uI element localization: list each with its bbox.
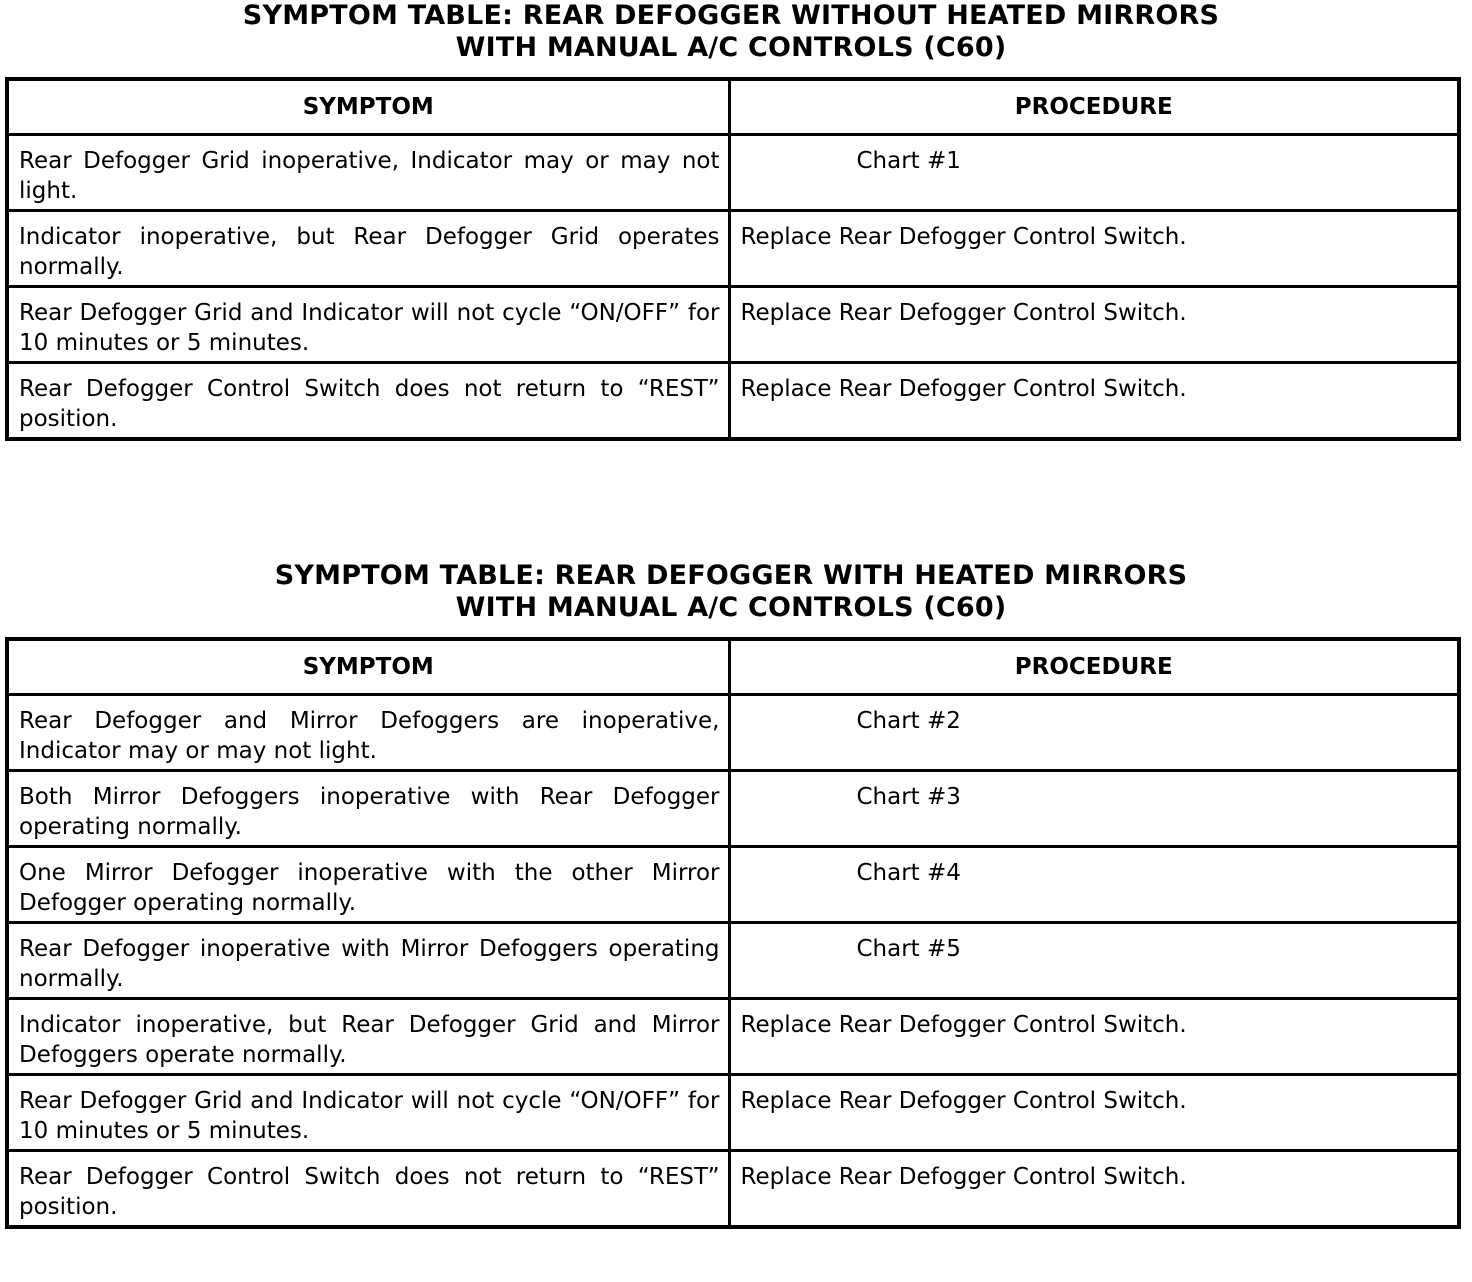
table-row [7,287,1459,363]
procedure-cell: Replace Rear Defogger Control Switch. [729,211,1459,287]
symptom-table [5,77,1461,441]
symptom-cell: Rear Defogger Grid and Indicator will not cycle “ON/OFF” for 10 minutes or 5 minutes. [7,287,729,363]
procedure-cell: Chart #1 [729,135,1459,211]
table-title-line-2: WITH MANUAL A/C CONTROLS (C60) [455,592,1007,623]
procedure-cell: Chart #2 [729,695,1459,771]
table-header-row [7,79,1459,135]
table-header-row [7,639,1459,695]
symptom-cell: Rear Defogger Grid inoperative, Indicator may or may not light. [7,135,729,211]
symptom-cell: Both Mirror Defoggers inoperative with Rear Defogger operating normally. [7,771,729,847]
procedure-column-header: PROCEDURE [729,79,1459,135]
table-row [7,1075,1459,1151]
table-title [5,560,1457,624]
procedure-cell: Replace Rear Defogger Control Switch. [729,363,1459,439]
table-row [7,211,1459,287]
symptom-column-header: SYMPTOM [7,639,729,695]
procedure-cell: Chart #4 [729,847,1459,923]
procedure-cell: Replace Rear Defogger Control Switch. [729,287,1459,363]
table-row [7,1151,1459,1227]
table-title-line-2: WITH MANUAL A/C CONTROLS (C60) [455,32,1007,63]
symptom-column-header: SYMPTOM [7,79,729,135]
symptom-cell: Rear Defogger Control Switch does not return to “REST” position. [7,1151,729,1227]
symptom-table-section-with-mirrors [5,560,1457,1229]
procedure-cell: Chart #3 [729,771,1459,847]
symptom-cell: One Mirror Defogger inoperative with the other Mirror Defogger operating normally. [7,847,729,923]
procedure-column-header: PROCEDURE [729,639,1459,695]
symptom-cell: Rear Defogger Control Switch does not return to “REST” position. [7,363,729,439]
table-row [7,847,1459,923]
symptom-cell: Rear Defogger Grid and Indicator will not cycle “ON/OFF” for 10 minutes or 5 minutes. [7,1075,729,1151]
table-title-line-1: SYMPTOM TABLE: REAR DEFOGGER WITHOUT HEATED MIRRORS [242,0,1220,31]
symptom-table [5,637,1461,1229]
procedure-cell: Replace Rear Defogger Control Switch. [729,999,1459,1075]
symptom-cell: Rear Defogger and Mirror Defoggers are inoperative, Indicator may or may not light. [7,695,729,771]
table-title [5,0,1457,64]
table-title-line-1: SYMPTOM TABLE: REAR DEFOGGER WITH HEATED MIRRORS [274,560,1188,591]
table-row [7,923,1459,999]
procedure-cell: Replace Rear Defogger Control Switch. [729,1075,1459,1151]
procedure-cell: Replace Rear Defogger Control Switch. [729,1151,1459,1227]
table-row [7,999,1459,1075]
table-row [7,771,1459,847]
procedure-cell: Chart #5 [729,923,1459,999]
symptom-table-section-without-mirrors [5,0,1457,441]
table-row [7,135,1459,211]
symptom-cell: Indicator inoperative, but Rear Defogger Grid and Mirror Defoggers operate normally. [7,999,729,1075]
table-row [7,695,1459,771]
symptom-cell: Indicator inoperative, but Rear Defogger Grid operates normally. [7,211,729,287]
symptom-cell: Rear Defogger inoperative with Mirror Defoggers operating normally. [7,923,729,999]
table-row [7,363,1459,439]
